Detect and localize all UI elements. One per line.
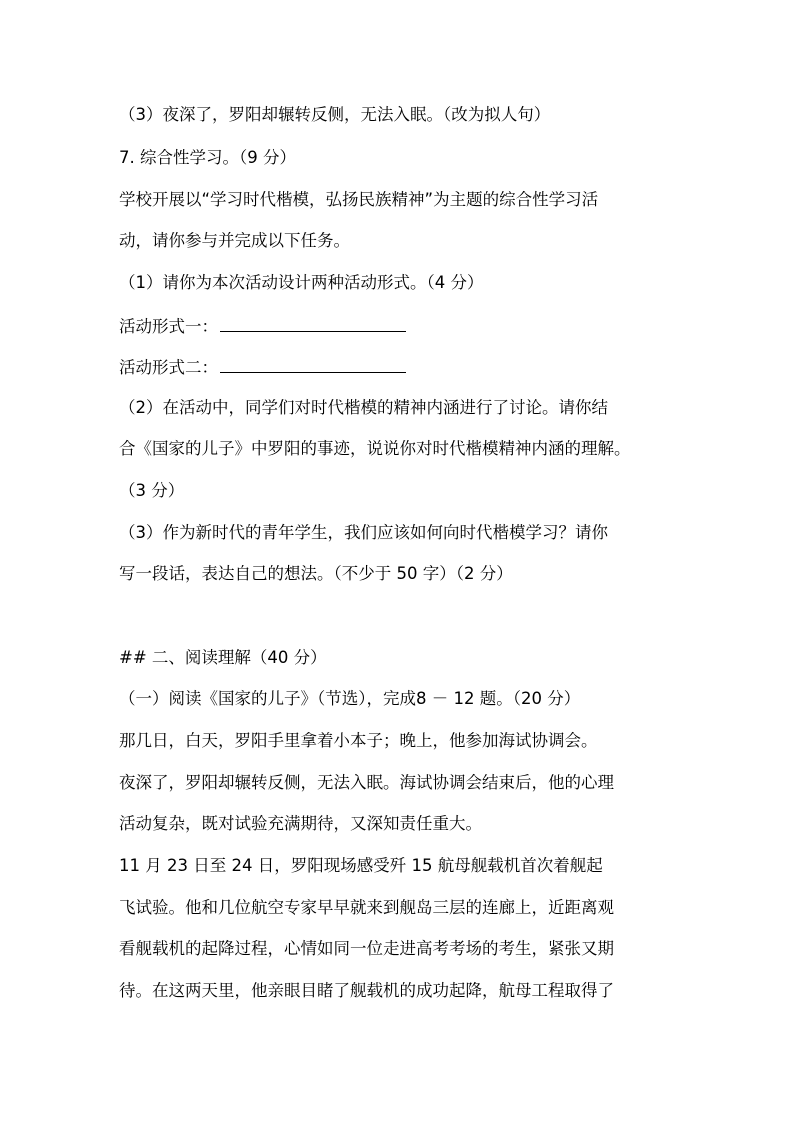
activity-form1-label: 活动形式一： <box>119 317 218 336</box>
q7-intro-line2: 动，请你参与并完成以下任务。 <box>119 231 350 250</box>
activity-form1 <box>119 317 406 336</box>
activity-form2-label: 活动形式二： <box>119 358 218 377</box>
section2-heading: ## 二、阅读理解（40 分） <box>119 648 327 667</box>
q7-title: 7. 综合性学习。（9 分） <box>119 148 296 167</box>
q7-task1: （1）请你为本次活动设计两种活动形式。（4 分） <box>119 273 484 292</box>
q7-task2-line2: 合《国家的儿子》中罗阳的事迹，说说你对时代楷模精神内涵的理解。 <box>119 439 631 458</box>
passage-p1-line2: 夜深了，罗阳却辗转反侧，无法入眠。海试协调会结束后，他的心理 <box>119 773 614 792</box>
passage-p1-line1: 那几日，白天，罗阳手里拿着小本子；晚上，他参加海试协调会。 <box>119 731 598 750</box>
passage-p2-line2: 飞试验。他和几位航空专家早早就来到舰岛三层的连廊上，近距离观 <box>119 898 614 917</box>
q7-intro-line1: 学校开展以“学习时代楷模，弘扬民族精神”为主题的综合性学习活 <box>119 190 599 209</box>
activity-form2 <box>119 358 406 377</box>
q7-task3-line2: 写一段话，表达自己的想法。（不少于 50 字）（2 分） <box>119 564 513 583</box>
passage-p2-line4: 待。在这两天里，他亲眼目睹了舰载机的成功起降，航母工程取得了 <box>119 981 614 1000</box>
q7-task3-line1: （3）作为新时代的青年学生，我们应该如何向时代楷模学习？请你 <box>119 523 608 542</box>
passage-p2-line1: 11 月 23 日至 24 日，罗阳现场感受歼 15 航母舰载机首次着舰起 <box>119 856 603 875</box>
q6-item3: （3）夜深了，罗阳却辗转反侧，无法入眠。（改为拟人句） <box>119 105 551 124</box>
q7-task2-line1: （2）在活动中，同学们对时代楷模的精神内涵进行了讨论。请你结 <box>119 398 608 417</box>
passage-p1-line3: 活动复杂，既对试验充满期待，又深知责任重大。 <box>119 814 482 833</box>
passage-p2-line3: 看舰载机的起降过程，心情如同一位走进高考考场的考生，紧张又期 <box>119 939 614 958</box>
answer-blank-1[interactable] <box>220 317 406 332</box>
answer-blank-2[interactable] <box>220 358 406 373</box>
section2-part1-title: （一）阅读《国家的儿子》（节选），完成8 － 12 题。（20 分） <box>119 689 581 708</box>
q7-task2-line3: （3 分） <box>119 481 185 500</box>
